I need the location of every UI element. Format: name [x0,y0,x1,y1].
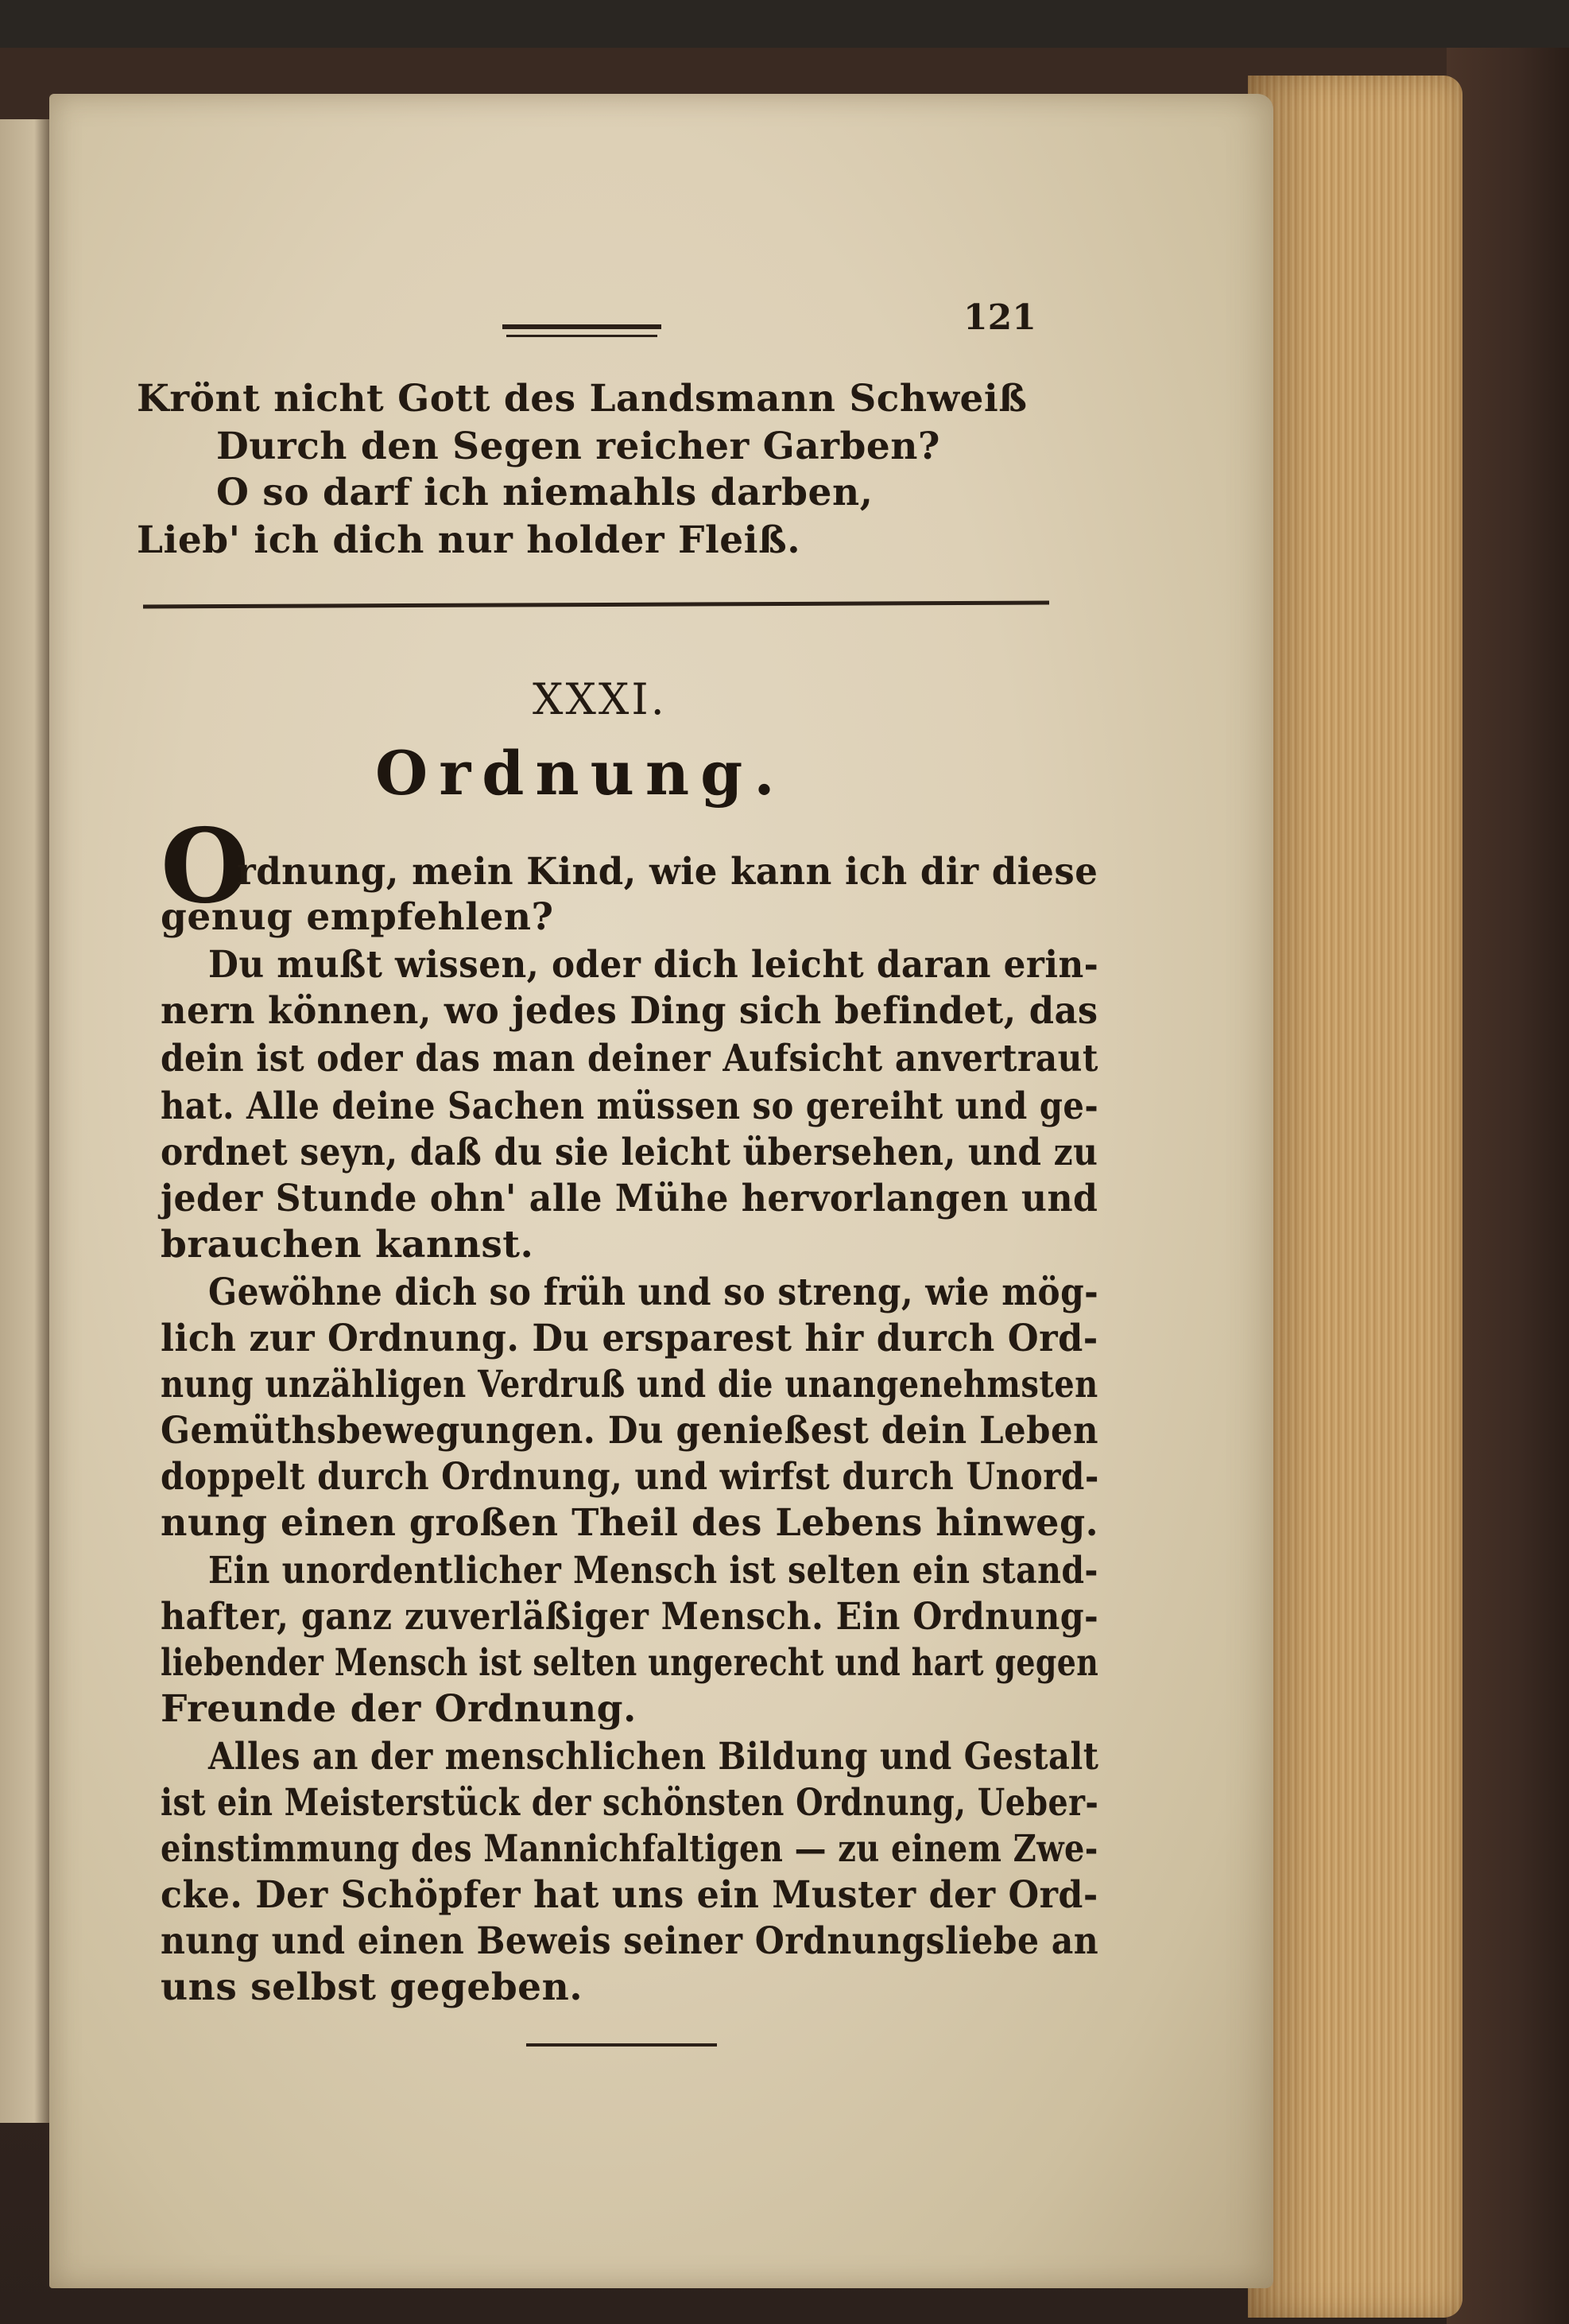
verse-line: O so darf ich niemahls darben, [216,471,874,514]
body-line: Gemüthsbewegungen. Du genießest dein Leben [161,1409,1099,1453]
body-line: cke. Der Schöpfer hat uns ein Muster der Ord- [161,1873,1098,1917]
body-line: uns selbst gegeben. [161,1965,583,2009]
body-line: lich zur Ordnung. Du ersparest hir durch Ord- [161,1317,1098,1360]
body-line: genug empfehlen? [161,895,554,939]
end-ornament-rule [526,2043,717,2047]
verse-line: Lieb' ich dich nur holder Fleiß. [137,518,801,562]
body-line: ist ein Meisterstück der schönsten Ordnung, Ueber- [161,1781,1099,1825]
body-line: jeder Stunde ohn' alle Mühe hervorlangen und [161,1177,1098,1220]
body-line: Gewöhne dich so früh und so streng, wie mög- [208,1271,1099,1314]
body-line: ordnet seyn, daß du sie leicht übersehen, und zu [161,1131,1098,1174]
body-line: nern können, wo jedes Ding sich befindet, das [161,989,1098,1033]
book-cover-edge [1447,48,1569,2324]
chapter-title: Ordnung. [375,738,786,809]
verse-line: Krönt nicht Gott des Landsmann Schweiß [137,377,1028,421]
body-line: rdnung, mein Kind, wie kann ich dir diese [237,850,1098,894]
body-line: doppelt durch Ordnung, und wirfst durch Unord- [161,1455,1099,1499]
body-line: liebender Mensch ist selten ungerecht und hart gegen [161,1641,1099,1685]
body-line: Freunde der Ordnung. [161,1687,637,1731]
page-number: 121 [963,297,1036,338]
header-ornament-rule-thin [506,335,657,337]
body-line: nung und einen Beweis seiner Ordnungsliebe an [161,1919,1099,1963]
page-content [49,94,1273,2288]
body-line: Alles an der menschlichen Bildung und Gestalt [208,1735,1099,1779]
drop-capital: O [161,807,250,926]
body-line: Ein unordentlicher Mensch ist selten ein stand- [208,1549,1098,1593]
body-line: einstimmung des Mannichfaltigen — zu einem Zwe- [161,1827,1098,1871]
body-line: nung unzähligen Verdruß und die unangenehmsten [161,1363,1098,1406]
body-line: Du mußt wissen, oder dich leicht daran erin- [208,943,1099,987]
section-divider [143,601,1049,609]
body-line: hat. Alle deine Sachen müssen so gereiht und ge- [161,1084,1099,1128]
body-line: nung einen großen Theil des Lebens hinweg. [161,1501,1099,1545]
chapter-numeral: XXXI. [533,674,667,724]
body-line: brauchen kannst. [161,1223,534,1267]
facing-page-edge [0,119,49,2123]
body-line: hafter, ganz zuverläßiger Mensch. Ein Ordnung- [161,1595,1099,1639]
verse-line: Durch den Segen reicher Garben? [216,425,940,468]
body-line: dein ist oder das man deiner Aufsicht anvertraut [161,1037,1098,1081]
header-ornament-rule [502,324,661,329]
